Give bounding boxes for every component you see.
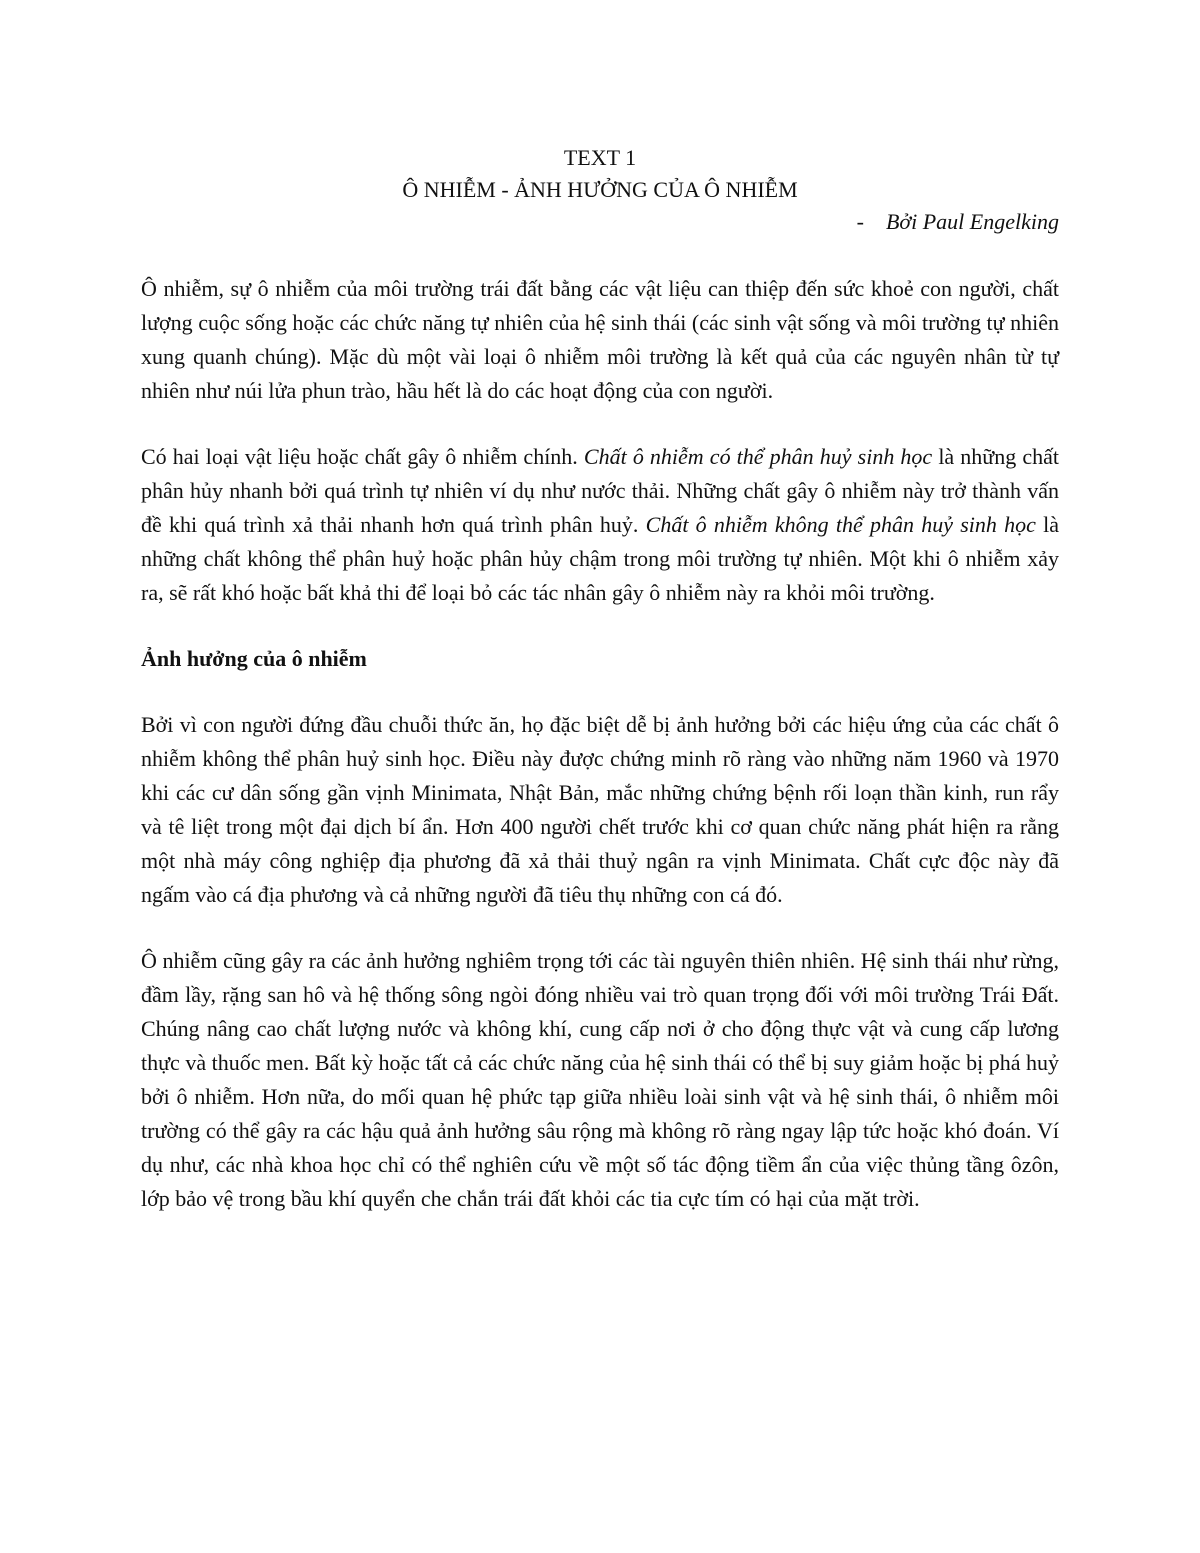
document-label: TEXT 1 <box>563 145 637 170</box>
text-run: là những chất phân hủy nhanh bởi quá trình tự nhiên ví dụ như nước thải. Những chất gây ô nhiễm này trở thành vấn đề khi quá trình xả thải nhanh hơn quá trình phân huỷ. <box>141 444 1059 537</box>
spacer <box>141 912 1059 944</box>
document-page <box>141 142 1059 1216</box>
text-run: là những chất không thể phân huỷ hoặc phân hủy chậm trong môi trường tự nhiên. Một khi ô nhiễm xảy ra, sẽ rất khó hoặc bất khả thi để loại bỏ các tác nhân gây ô nhiễm này ra khỏi môi trường. <box>141 512 1059 605</box>
text-run: Có hai loại vật liệu hoặc chất gây ô nhiễm chính. <box>141 444 584 469</box>
spacer <box>141 408 1059 440</box>
document-title: Ô NHIỄM - ẢNH HƯỞNG CỦA Ô NHIỄM <box>402 177 798 202</box>
italic-term-nonbiodegradable: Chất ô nhiễm không thể phân huỷ sinh học <box>645 512 1036 537</box>
spacer <box>141 610 1059 642</box>
spacer <box>141 238 1059 272</box>
paragraph-pollutant-types <box>141 440 1059 610</box>
author-name: Bởi Paul Engelking <box>885 209 1059 234</box>
spacer <box>141 676 1059 708</box>
paragraph-natural-resources: Ô nhiễm cũng gây ra các ảnh hưởng nghiêm trọng tới các tài nguyên thiên nhiên. Hệ sinh thái như rừng, đầm lầy, rặng san hô và hệ thống sông ngòi đóng nhiều vai trò quan trọng đối với môi trường Trái Đất. Chúng nâng cao chất lượng nước và không khí, cung cấp nơi ở cho động thực vật và cung cấp lương thực và thuốc men. Bất kỳ hoặc tất cả các chức năng của hệ sinh thái có thể bị suy giảm hoặc bị phá huỷ bởi ô nhiễm. Hơn nữa, do mối quan hệ phức tạp giữa nhiều loài sinh vật và hệ sinh thái, ô nhiễm môi trường có thể gây ra các hậu quả ảnh hưởng sâu rộng mà không rõ ràng ngay lập tức hoặc khó đoán. Ví dụ như, các nhà khoa học chỉ có thể nghiên cứu về một số tác động tiềm ẩn của việc thủng tầng ôzôn, lớp bảo vệ trong bầu khí quyển che chắn trái đất khỏi các tia cực tím có hại của mặt trời. <box>141 948 1059 1211</box>
author-line <box>141 206 1059 238</box>
section-heading: Ảnh hưởng của ô nhiễm <box>141 646 367 671</box>
paragraph-intro: Ô nhiễm, sự ô nhiễm của môi trường trái đất bằng các vật liệu can thiệp đến sức khoẻ con người, chất lượng cuộc sống hoặc các chức năng tự nhiên của hệ sinh thái (các sinh vật sống và môi trường tự nhiên xung quanh chúng). Mặc dù một vài loại ô nhiễm môi trường là kết quả của các nguyên nhân từ tự nhiên như núi lửa phun trào, hầu hết là do các hoạt động của con người. <box>141 276 1059 403</box>
italic-term-biodegradable: Chất ô nhiễm có thể phân huỷ sinh học <box>583 444 933 469</box>
paragraph-minimata: Bởi vì con người đứng đầu chuỗi thức ăn, họ đặc biệt dễ bị ảnh hưởng bởi các hiệu ứng của các chất ô nhiễm không thể phân huỷ sinh học. Điều này được chứng minh rõ ràng vào những năm 1960 và 1970 khi các cư dân sống gần vịnh Minimata, Nhật Bản, mắc những chứng bệnh rối loạn thần kinh, run rẩy và tê liệt trong một đại dịch bí ẩn. Hơn 400 người chết trước khi cơ quan chức năng phát hiện ra rằng một nhà máy công nghiệp địa phương đã xả thải thuỷ ngân ra vịnh Minimata. Chất cực độc này đã ngấm vào cá địa phương và cả những người đã tiêu thụ những con cá đó. <box>141 712 1059 907</box>
author-dash: - <box>856 209 864 234</box>
